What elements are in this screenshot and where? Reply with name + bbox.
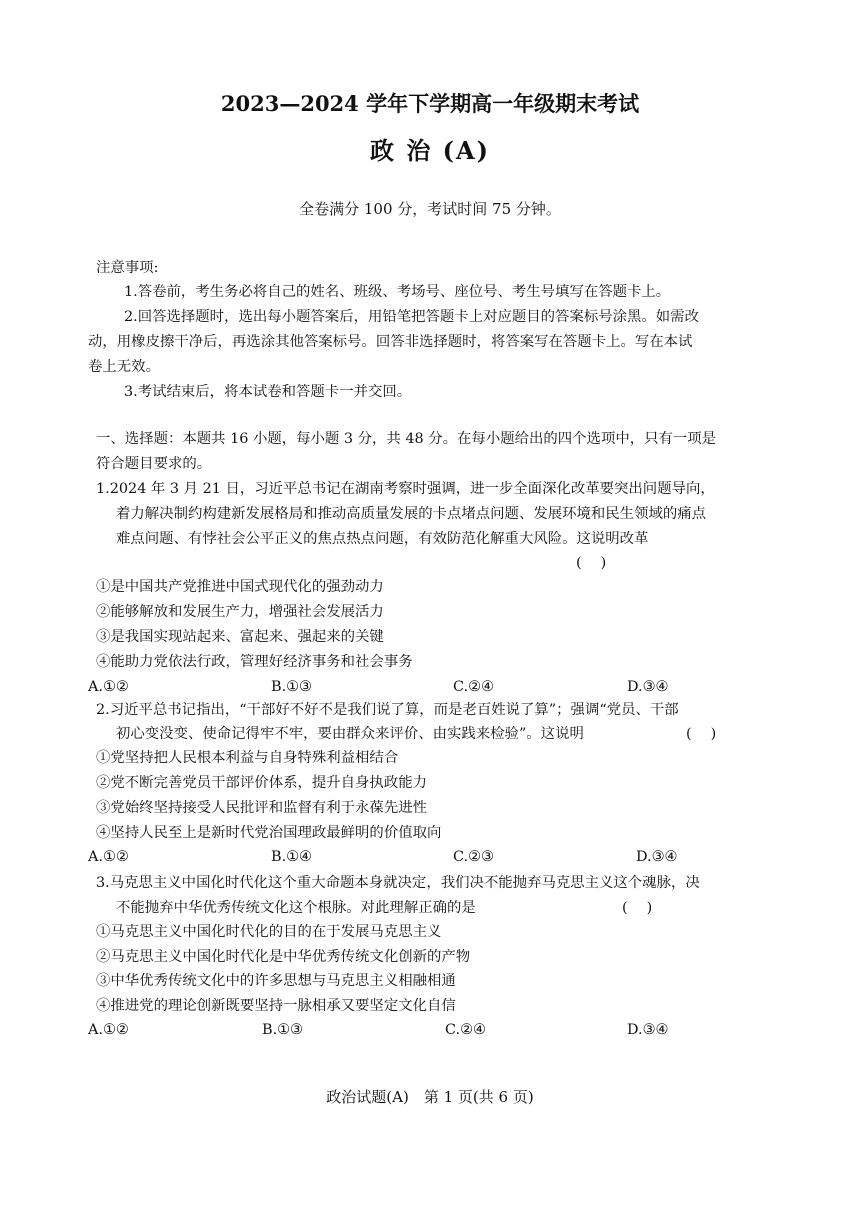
section-heading-line-2: 符合题目要求的。: [96, 456, 212, 472]
q3-option-d: D.③④: [627, 1022, 669, 1038]
note-item-2-line-2: 动，用橡皮擦干净后，再选涂其他答案标号。回答非选择题时，将答案写在答题卡上。写在本试: [88, 334, 693, 350]
q1-statement-4: ④能助力党依法行政，管理好经济事务和社会事务: [96, 654, 413, 670]
q1-stem-line-3: 难点问题、有悖社会公平正义的焦点热点问题，有效防范化解重大风险。这说明改革: [116, 531, 649, 547]
q2-stem-line-2: 初心变没变、使命记得牢不牢，要由群众来评价、由实践来检验”。这说明: [116, 726, 584, 742]
q2-option-d: D.③④: [636, 849, 678, 865]
q1-option-d: D.③④: [627, 679, 669, 695]
note-item-2-line-1: 2.回答选择题时，选出每小题答案后，用铅笔把答题卡上对应题目的答案标号涂黑。如需改: [124, 309, 699, 325]
section-heading-line-1: 一、选择题：本题共 16 小题，每小题 3 分，共 48 分。在每小题给出的四个选项中，只有一项是: [96, 431, 717, 447]
q2-statement-2: ②党不断完善党员干部评价体系，提升自身执政能力: [96, 775, 427, 791]
q2-statement-1: ①党坚持把人民根本利益与自身特殊利益相结合: [96, 750, 399, 766]
exam-title: 2023—2024 学年下学期高一年级期末考试: [220, 91, 640, 116]
q2-statement-4: ④坚持人民至上是新时代党治国理政最鲜明的价值取向: [96, 825, 442, 841]
q1-option-b: B.①③: [271, 679, 312, 695]
q3-answer-bracket: ( ): [622, 900, 653, 916]
q3-stem-line-2: 不能抛弃中华优秀传统文化这个根脉。对此理解正确的是: [116, 900, 476, 916]
q3-statement-2: ②马克思主义中国化时代化是中华优秀传统文化创新的产物: [96, 949, 471, 965]
q2-option-a: A.①②: [88, 849, 129, 865]
q1-statement-2: ②能够解放和发展生产力，增强社会发展活力: [96, 604, 384, 620]
q3-option-b: B.①③: [262, 1022, 303, 1038]
page-footer: 政治试题(A) 第 1 页(共 6 页): [326, 1088, 534, 1106]
q3-option-a: A.①②: [88, 1022, 129, 1038]
q1-statement-1: ①是中国共产党推进中国式现代化的强劲动力: [96, 579, 384, 595]
q2-stem-line-1: 2.习近平总书记指出，“干部好不好不是我们说了算，而是老百姓说了算”；强调“党员、干部: [96, 702, 679, 718]
q2-option-c: C.②③: [453, 849, 494, 865]
q1-stem-line-2: 着力解决制约构建新发展格局和推动高质量发展的卡点堵点问题、发展环境和民生领域的痛点: [116, 506, 707, 522]
q1-answer-bracket: ( ): [576, 555, 607, 571]
q3-statement-1: ①马克思主义中国化时代化的目的在于发展马克思主义: [96, 924, 442, 940]
q1-option-a: A.①②: [88, 679, 129, 695]
q1-option-c: C.②④: [453, 679, 494, 695]
q3-stem-line-1: 3.马克思主义中国化时代化这个重大命题本身就决定，我们决不能抛弃马克思主义这个魂脉，决: [96, 875, 700, 891]
q2-answer-bracket: ( ): [686, 726, 717, 742]
subject-title: 政 治 (A): [369, 136, 491, 165]
note-item-2-line-3: 卷上无效。: [88, 359, 160, 375]
q1-statement-3: ③是我国实现站起来、富起来、强起来的关键: [96, 629, 384, 645]
q3-statement-4: ④推进党的理论创新既要坚持一脉相承又要坚定文化自信: [96, 998, 456, 1014]
exam-info: 全卷满分 100 分，考试时间 75 分钟。: [299, 200, 561, 218]
q3-statement-3: ③中华优秀传统文化中的许多思想与马克思主义相融相通: [96, 973, 456, 989]
q1-stem-line-1: 1.2024 年 3 月 21 日，习近平总书记在湖南考察时强调，进一步全面深化改革要突出问题导向，: [96, 481, 715, 497]
note-item-3: 3.考试结束后，将本试卷和答题卡一并交回。: [124, 384, 412, 400]
notes-heading: 注意事项:: [96, 260, 159, 276]
q2-option-b: B.①④: [271, 849, 312, 865]
q3-option-c: C.②④: [445, 1022, 486, 1038]
note-item-1: 1.答卷前，考生务必将自己的姓名、班级、考场号、座位号、考生号填写在答题卡上。: [124, 284, 671, 300]
q2-statement-3: ③党始终坚持接受人民批评和监督有利于永葆先进性: [96, 800, 427, 816]
